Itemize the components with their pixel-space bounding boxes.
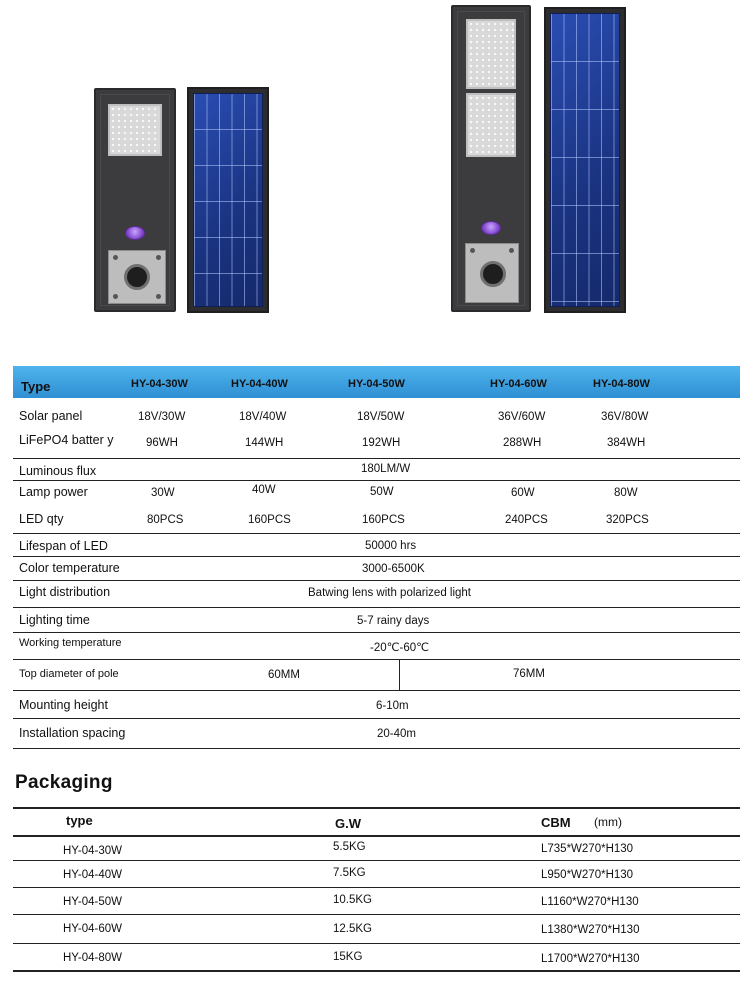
solar-panel-value: 18V/50W: [357, 411, 405, 423]
packaging-row-cbm: L1160*W270*H130: [541, 896, 639, 908]
model-header-40w: HY-04-40W: [231, 378, 288, 390]
lamp-power-value: 60W: [511, 487, 535, 499]
packaging-row-cbm: L950*W270*H130: [541, 869, 634, 881]
packaging-row-cbm: L1380*W270*H130: [541, 924, 640, 936]
type-header: Type: [21, 379, 51, 394]
luminous-flux-value: 180LM/W: [361, 463, 411, 475]
mounting-height-value: 6-10m: [376, 700, 409, 712]
working-temperature-label: Working temperature: [19, 637, 122, 649]
light-distribution-label: Light distribution: [19, 585, 111, 599]
packaging-row-gw: 15KG: [333, 951, 363, 963]
packaging-cbm-unit: (mm): [594, 815, 622, 829]
battery-value: 96WH: [146, 437, 178, 449]
battery-value: 144WH: [245, 437, 284, 449]
pole-diameter-label: Top diameter of pole: [19, 668, 119, 680]
solar-panel-value: 36V/80W: [601, 411, 649, 423]
solar-panel-value: 18V/30W: [138, 411, 186, 423]
lighting-time-value: 5-7 rainy days: [357, 615, 430, 627]
lighting-time-label: Lighting time: [19, 613, 90, 627]
lamp-power-value: 50W: [370, 486, 394, 498]
led-module-top: [466, 19, 516, 89]
lamp-power-value: 30W: [151, 487, 175, 499]
lifespan-value: 50000 hrs: [365, 540, 417, 552]
pole-bracket: [108, 250, 166, 304]
mounting-height-label: Mounting height: [19, 698, 108, 712]
led-qty-value: 320PCS: [606, 514, 649, 526]
packaging-row-type: HY-04-40W: [63, 869, 123, 881]
pole-diameter-divider: [399, 660, 400, 690]
color-temperature-label: Color temperature: [19, 561, 120, 575]
model-header-60w: HY-04-60W: [490, 378, 547, 390]
model-header-50w: HY-04-50W: [348, 378, 405, 390]
battery-value: 192WH: [362, 437, 401, 449]
packaging-row-gw: 5.5KG: [333, 841, 366, 853]
pir-sensor: [125, 226, 145, 240]
led-qty-value: 160PCS: [248, 514, 291, 526]
model-header-30w: HY-04-30W: [131, 378, 188, 390]
pole-diameter-value: 76MM: [513, 668, 545, 680]
luminous-flux-label: Luminous flux: [19, 464, 97, 478]
packaging-row-gw: 7.5KG: [333, 867, 366, 879]
packaging-row-type: HY-04-50W: [63, 896, 123, 908]
packaging-row-cbm: L1700*W270*H130: [541, 953, 640, 965]
led-module: [108, 104, 162, 156]
packaging-row-type: HY-04-60W: [63, 923, 123, 935]
led-qty-value: 160PCS: [362, 514, 405, 526]
working-temperature-value: -20℃-60℃: [370, 642, 430, 654]
battery-value: 384WH: [607, 437, 646, 449]
solar-panel-value: 36V/60W: [498, 411, 546, 423]
packaging-row-cbm: L735*W270*H130: [541, 843, 634, 855]
solar-panel-label: Solar panel: [19, 409, 83, 423]
packaging-row-type: HY-04-80W: [63, 952, 123, 964]
installation-spacing-value: 20-40m: [377, 728, 416, 740]
light-distribution-value: Batwing lens with polarized light: [308, 587, 472, 599]
packaging-gw-header: G.W: [335, 816, 361, 831]
packaging-row-type: HY-04-30W: [63, 845, 123, 857]
packaging-cbm-header: CBM: [541, 815, 571, 830]
packaging-row-gw: 12.5KG: [333, 923, 372, 935]
spec-table-header: [13, 366, 740, 398]
led-module-bottom: [466, 93, 516, 157]
solar-panel-value: 18V/40W: [239, 411, 287, 423]
packaging-title: Packaging: [15, 772, 113, 793]
battery-value: 288WH: [503, 437, 542, 449]
packaging-row-gw: 10.5KG: [333, 894, 372, 906]
led-qty-label: LED qty: [19, 512, 64, 526]
lamp-power-value: 40W: [252, 484, 276, 496]
color-temperature-value: 3000-6500K: [362, 563, 425, 575]
battery-label: LiFePO4 batter y: [19, 433, 114, 447]
lamp-power-label: Lamp power: [19, 485, 88, 499]
led-qty-value: 240PCS: [505, 514, 548, 526]
led-qty-value: 80PCS: [147, 514, 184, 526]
lamp-power-value: 80W: [614, 487, 638, 499]
pole-diameter-value: 60MM: [268, 669, 300, 681]
installation-spacing-label: Installation spacing: [19, 726, 126, 740]
lifespan-label: Lifespan of LED: [19, 539, 108, 553]
pir-sensor: [481, 221, 501, 235]
packaging-type-header: type: [66, 813, 93, 828]
pole-bracket: [465, 243, 519, 303]
model-header-80w: HY-04-80W: [593, 378, 650, 390]
